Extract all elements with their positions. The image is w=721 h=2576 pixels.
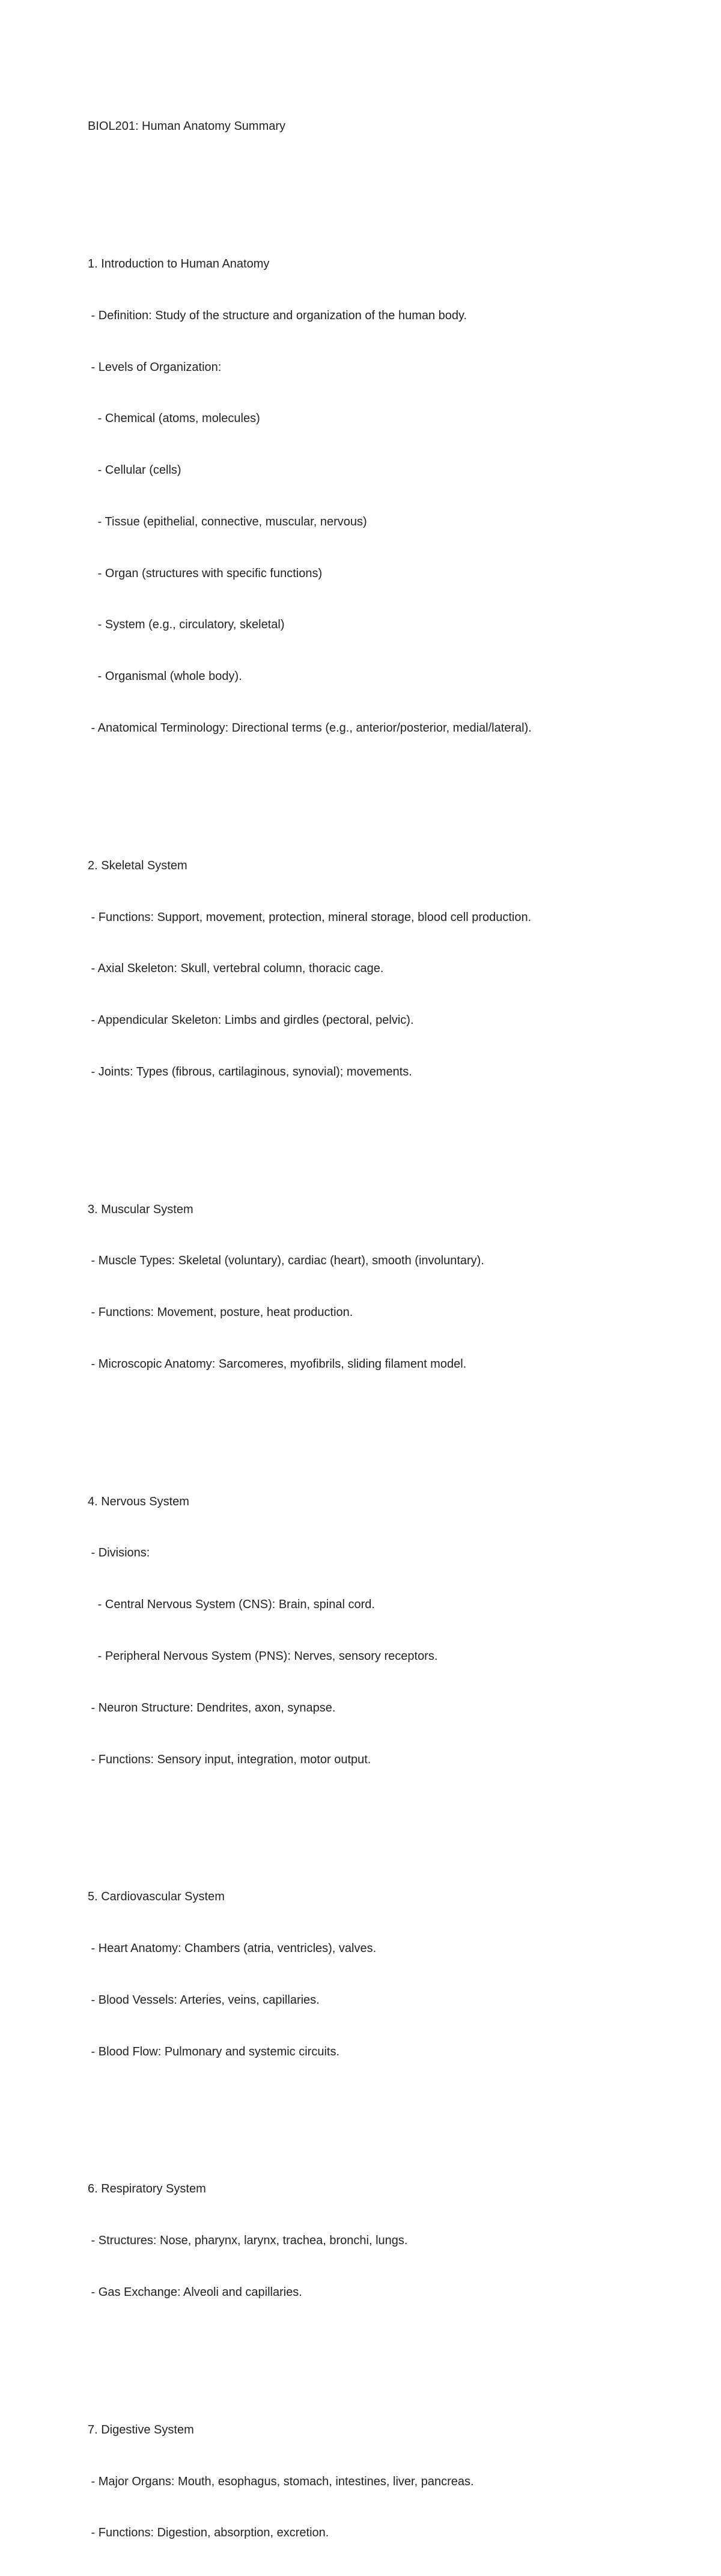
list-item: - Gas Exchange: Alveoli and capillaries.: [88, 2286, 302, 2299]
list-item: - Joints: Types (fibrous, cartilaginous, synovial); movements.: [88, 1065, 412, 1078]
section-heading: 4. Nervous System: [88, 1495, 189, 1508]
list-item: - Divisions:: [88, 1546, 150, 1560]
list-item: - Functions: Sensory input, integration, motor output.: [88, 1752, 371, 1766]
list-item: - Muscle Types: Skeletal (voluntary), cardiac (heart), smooth (involuntary).: [88, 1254, 484, 1268]
sub-list-item: - Chemical (atoms, molecules): [88, 412, 260, 426]
sub-list-item: - Peripheral Nervous System (PNS): Nerves, sensory receptors.: [88, 1650, 438, 1663]
list-item: - Axial Skeleton: Skull, vertebral column, thoracic cage.: [88, 962, 384, 976]
list-item: - Heart Anatomy: Chambers (atria, ventricles), valves.: [88, 1942, 377, 1956]
section-heading: 6. Respiratory System: [88, 2182, 206, 2196]
list-item: - Anatomical Terminology: Directional terms (e.g., anterior/posterior, medial/lateral).: [88, 721, 532, 735]
section-heading: 5. Cardiovascular System: [88, 1890, 225, 1904]
document-body: [88, 84, 689, 2576]
sub-list-item: - Organ (structures with specific functions): [88, 566, 323, 580]
list-item: - Levels of Organization:: [88, 360, 222, 374]
list-item: - Structures: Nose, pharynx, larynx, trachea, bronchi, lungs.: [88, 2234, 408, 2248]
sub-list-item: - Tissue (epithelial, connective, muscular, nervous): [88, 515, 367, 528]
list-item: - Functions: Support, movement, protection, mineral storage, blood cell production.: [88, 910, 532, 924]
blank-line: [88, 170, 689, 187]
document-title: BIOL201: Human Anatomy Summary: [88, 120, 286, 133]
section-heading: 2. Skeletal System: [88, 858, 187, 872]
sub-list-item: - Central Nervous System (CNS): Brain, spinal cord.: [88, 1598, 375, 1612]
list-item: - Blood Vessels: Arteries, veins, capillaries.: [88, 1993, 320, 2007]
sub-list-item: - Organismal (whole body).: [88, 670, 242, 684]
list-item: - Functions: Digestion, absorption, excretion.: [88, 2526, 329, 2540]
blank-line: [88, 1407, 689, 1425]
list-item: - Appendicular Skeleton: Limbs and girdles (pectoral, pelvic).: [88, 1014, 414, 1027]
list-item: - Microscopic Anatomy: Sarcomeres, myofibrils, sliding filament model.: [88, 1357, 467, 1371]
list-item: - Major Organs: Mouth, esophagus, stomach, intestines, liver, pancreas.: [88, 2474, 474, 2488]
section-heading: 1. Introduction to Human Anatomy: [88, 257, 270, 271]
blank-line: [88, 1802, 689, 1820]
blank-line: [88, 2094, 689, 2112]
blank-line: [88, 1115, 689, 1133]
sub-list-item: - System (e.g., circulatory, skeletal): [88, 618, 285, 632]
list-item: - Blood Flow: Pulmonary and systemic circuits.: [88, 2045, 340, 2058]
list-item: - Definition: Study of the structure and organization of the human body.: [88, 308, 467, 322]
list-item: - Functions: Movement, posture, heat production.: [88, 1306, 353, 1320]
blank-line: [88, 2336, 689, 2353]
section-heading: 3. Muscular System: [88, 1202, 193, 1216]
section-heading: 7. Digestive System: [88, 2423, 194, 2437]
blank-line: [88, 771, 689, 789]
sub-list-item: - Cellular (cells): [88, 463, 181, 477]
list-item: - Neuron Structure: Dendrites, axon, synapse.: [88, 1701, 336, 1715]
